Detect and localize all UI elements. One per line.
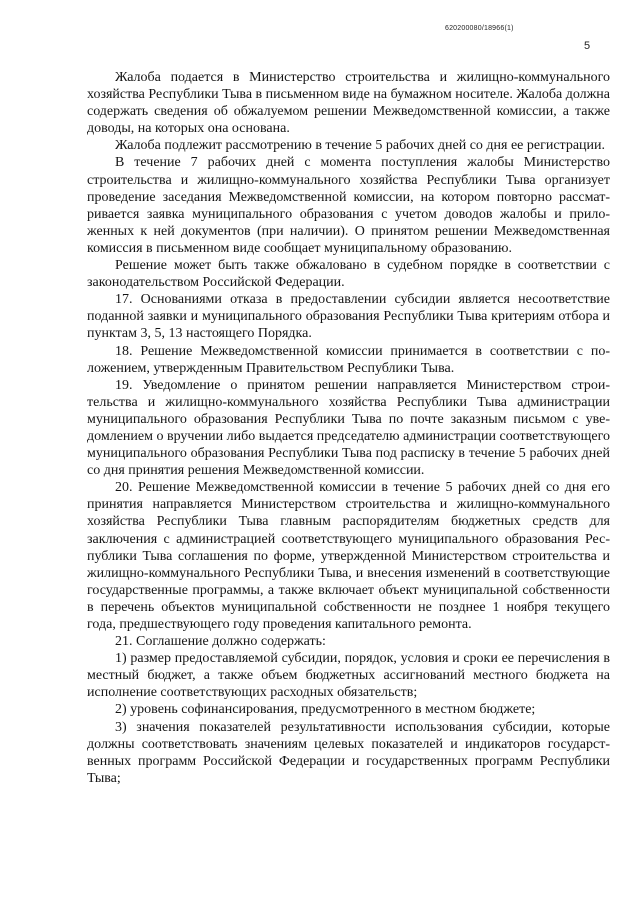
paragraph-subitem-3: 3) значения показателей результативности использования субсидии, которые должны соответствовать значениям целевых показателей и индикаторов государственных программ Российской Федерации и государственных программ Республики Тыва; [87,719,610,786]
paragraph-subitem-1: 1) размер предоставляемой субсидии, порядок, условия и сроки ее перечисления в местный бюджет, а также объем бюджетных ассигнований местного бюджета на исполнение соответствующих расходных обязательств; [87,651,610,701]
paragraph-item-17: 17. Основаниями отказа в предоставлении субсидии является несоответствие поданной заявки и муниципального образования Республики Тыва критериям отбора и пунктам 3, 5, 13 настоящего Порядка. [87,292,610,342]
paragraph-item-21: 21. Соглашение должно содержать: [115,634,326,650]
paragraph-complaint-submission: Жалоба подается в Министерство строительства и жилищно-коммунального хозяйства Республики Тыва в письменном виде на бумажном носителе. Жалоба должна содержать сведения об обжалуемом решении Межведомственной комиссии, а также доводы, на которых она основана. [87,70,610,137]
paragraph-subitem-2: 2) уровень софинансирования, предусмотренного в местном бюджете; [115,702,536,718]
paragraph-court-appeal: Решение может быть также обжаловано в судебном порядке в соответствии с законодательством Российской Федерации. [87,258,610,291]
paragraph-item-19: 19. Уведомление о принятом решении направляется Министерством строительства и жилищно-коммунального хозяйства Республики Тыва администрации муниципального образования Республики Тыва по почте заказным письмом с уведомлением о вручении либо выдается председателю администрации соответствующего муниципального образования Республики Тыва под расписку в течение 5 рабочих дней со дня принятия решения Межведомственной комиссии. [87,377,610,479]
paragraph-item-18: 18. Решение Межведомственной комиссии принимается в соответствии с положением, утвержденным Правительством Республики Тыва. [87,343,610,376]
document-body [87,69,610,787]
paragraph-commission-meeting: В течение 7 рабочих дней с момента поступления жалобы Министерство строительства и жилищно-коммунального хозяйства Республики Тыва организует проведение заседания Межведомственной комиссии, на котором повторно рассматривается заявка муниципального образования с учетом доводов жалобы и приложенных к ней документов (при наличии). О принятом решении Межведомственная комиссия в письменном виде сообщает муниципальному образованию. [87,155,610,256]
document-id: 620200080/18966(1) [445,25,514,32]
paragraph-item-20: 20. Решение Межведомственной комиссии в течение 5 рабочих дней со дня его принятия направляется Министерством строительства и жилищно-коммунального хозяйства Республики Тыва главным распорядителям бюджетных средств для заключения с администрацией соответствующего муниципального образования Республики Тыва соглашения по форме, утвержденной Министерством строительства и жилищно-коммунального Республики Тыва, и внесения изменений в соответствующие государственные программы, а также включает объект муниципальной собственности в перечень объектов муниципальной собственности не позднее 1 ноября текущего года, предшествующего году проведения капитального ремонта. [87,480,610,632]
page-number: 5 [584,40,591,52]
paragraph-complaint-review-term: Жалоба подлежит рассмотрению в течение 5 рабочих дней со дня ее регистрации. [115,138,606,154]
